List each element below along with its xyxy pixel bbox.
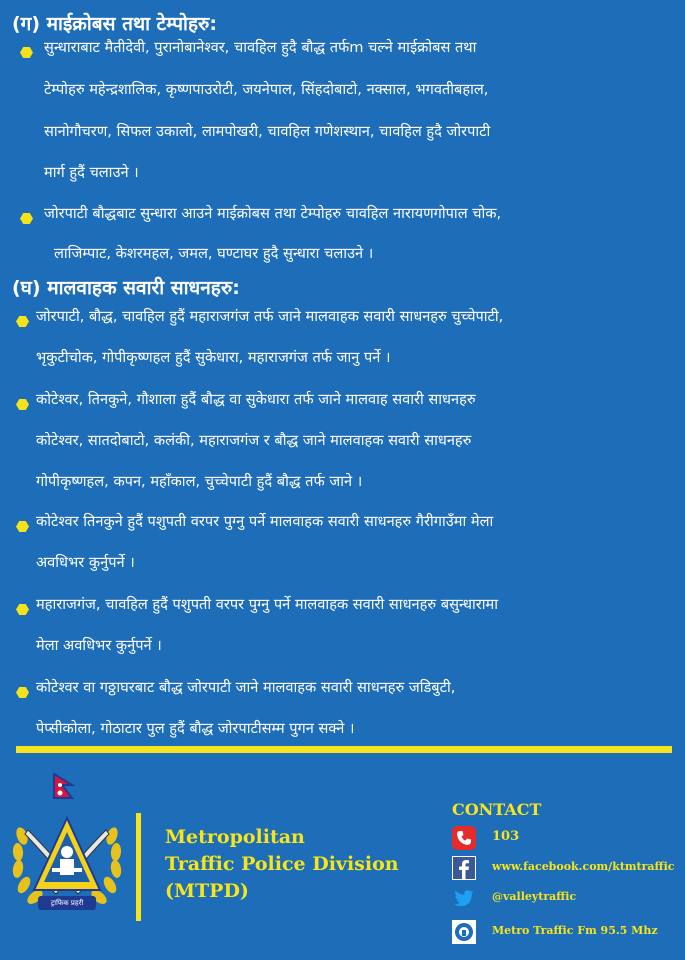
contact-facebook-text[interactable]: www.facebook.com/ktmtraffic (492, 860, 675, 873)
list-item-line: महाराजगंज, चावहिल हुदैं पशुपती वरपर पुग्नु पर्ने मालवाहक सवारी साधनहरु बसुन्धारामा (36, 596, 499, 613)
section-gha-heading: (घ) मालवाहक सवारी साधनहरु: (12, 277, 240, 299)
contact-phone-text: 103 (492, 829, 520, 844)
list-item-line: कोटेश्वर, तिनकुने, गौशाला हुदैं बौद्ध वा सुकेधारा तर्फ जाने मालवाह सवारी साधनहरु (36, 391, 476, 408)
list-item-line: मार्ग हुदैं चलाउने । (44, 164, 139, 181)
list-item-line: मेला अवधिभर कुर्नुपर्ने । (36, 637, 162, 654)
list-item-line: कोटेश्वर तिनकुने हुदैं पशुपती वरपर पुग्नु पर्ने मालवाहक सवारी साधनहरु गैरीगाउँमा मेला (36, 513, 494, 530)
list-item-line: लाजिम्पाट, केशरमहल, जमल, घण्टाघर हुदै सुन्धारा चलाउने । (54, 245, 374, 262)
list-item-line: अवधिभर कुर्नुपर्ने । (36, 554, 135, 571)
bullet-icon (16, 316, 29, 327)
org-line: (MTPD) (165, 880, 249, 902)
list-item-line: कोटेश्वर वा गठ्ठाघरबाट बौद्ध जोरपाटी जाने मालवाहक सवारी साधनहरु जडिबुटी, (36, 679, 456, 696)
list-item-line: सुन्धाराबाट मैतीदेवी, पुरानोबानेश्वर, चावहिल हुदै बौद्ध तर्फm चल्ने माईक्रोबस तथा (44, 39, 477, 56)
bullet-icon (16, 604, 29, 615)
bullet-icon (16, 687, 29, 698)
bullet-icon (20, 213, 33, 224)
contact-radio-text: Metro Traffic Fm 95.5 Mhz (492, 924, 658, 937)
facebook-icon (452, 856, 476, 880)
list-item-line: सानोगौचरण, सिफल उकालो, लामपोखरी, चावहिल गणेशस्थान, चावहिल हुदै जोरपाटी (44, 123, 491, 140)
footer-divider (136, 813, 141, 921)
emblem-caption: ट्राफिक प्रहरी (50, 899, 84, 907)
contact-twitter-text[interactable]: @valleytraffic (492, 890, 577, 903)
list-item-line: टेम्पोहरु महेन्द्रशालिक, कृष्णपाउरोटी, जयनेपाल, सिंहदोबाटो, नक्साल, भगवतीबहाल, (44, 81, 489, 98)
section-ga-heading: (ग) माईक्रोबस तथा टेम्पोहरु: (12, 13, 218, 35)
org-line: Metropolitan (165, 826, 305, 848)
list-item-line: पेप्सीकोला, गोठाटार पुल हुदैं बौद्ध जोरपाटीसम्म पुगन सक्ने । (36, 720, 355, 737)
list-item-line: जोरपाटी बौद्धबाट सुन्धारा आउने माईक्रोबस तथा टेम्पोहरु चावहिल नारायणगोपाल चोक, (44, 205, 502, 222)
list-item-line: भृकुटीचोक, गोपीकृष्णहल हुदैं सुकेधारा, महाराजगंज तर्फ जानु पर्ने । (36, 349, 391, 366)
phone-icon (452, 826, 476, 850)
divider-rule (16, 746, 672, 753)
twitter-icon (452, 886, 476, 910)
list-item-line: गोपीकृष्णहल, कपन, महाँकाल, चुच्चेपाटी हुदैं बौद्ध तर्फ जाने । (36, 473, 363, 490)
organization-name (165, 824, 399, 905)
bullet-icon (20, 47, 33, 58)
emblem-graphic (8, 772, 126, 952)
list-item-line: जोरपाटी, बौद्ध, चावहिल हुदैं महाराजगंज तर्फ जाने मालवाहक सवारी साधनहरु चुच्चेपाटी, (36, 308, 504, 325)
contact-title: CONTACT (452, 800, 542, 819)
footer (0, 770, 685, 960)
radio-icon (452, 920, 476, 944)
mtpd-emblem-logo (8, 772, 126, 952)
bullet-icon (16, 521, 29, 532)
bullet-icon (16, 399, 29, 410)
list-item-line: कोटेश्वर, सातदोबाटो, कलंकी, महाराजगंज र बौद्ध जाने मालवाहक सवारी साधनहरु (36, 432, 472, 449)
org-line: Traffic Police Division (165, 853, 399, 875)
